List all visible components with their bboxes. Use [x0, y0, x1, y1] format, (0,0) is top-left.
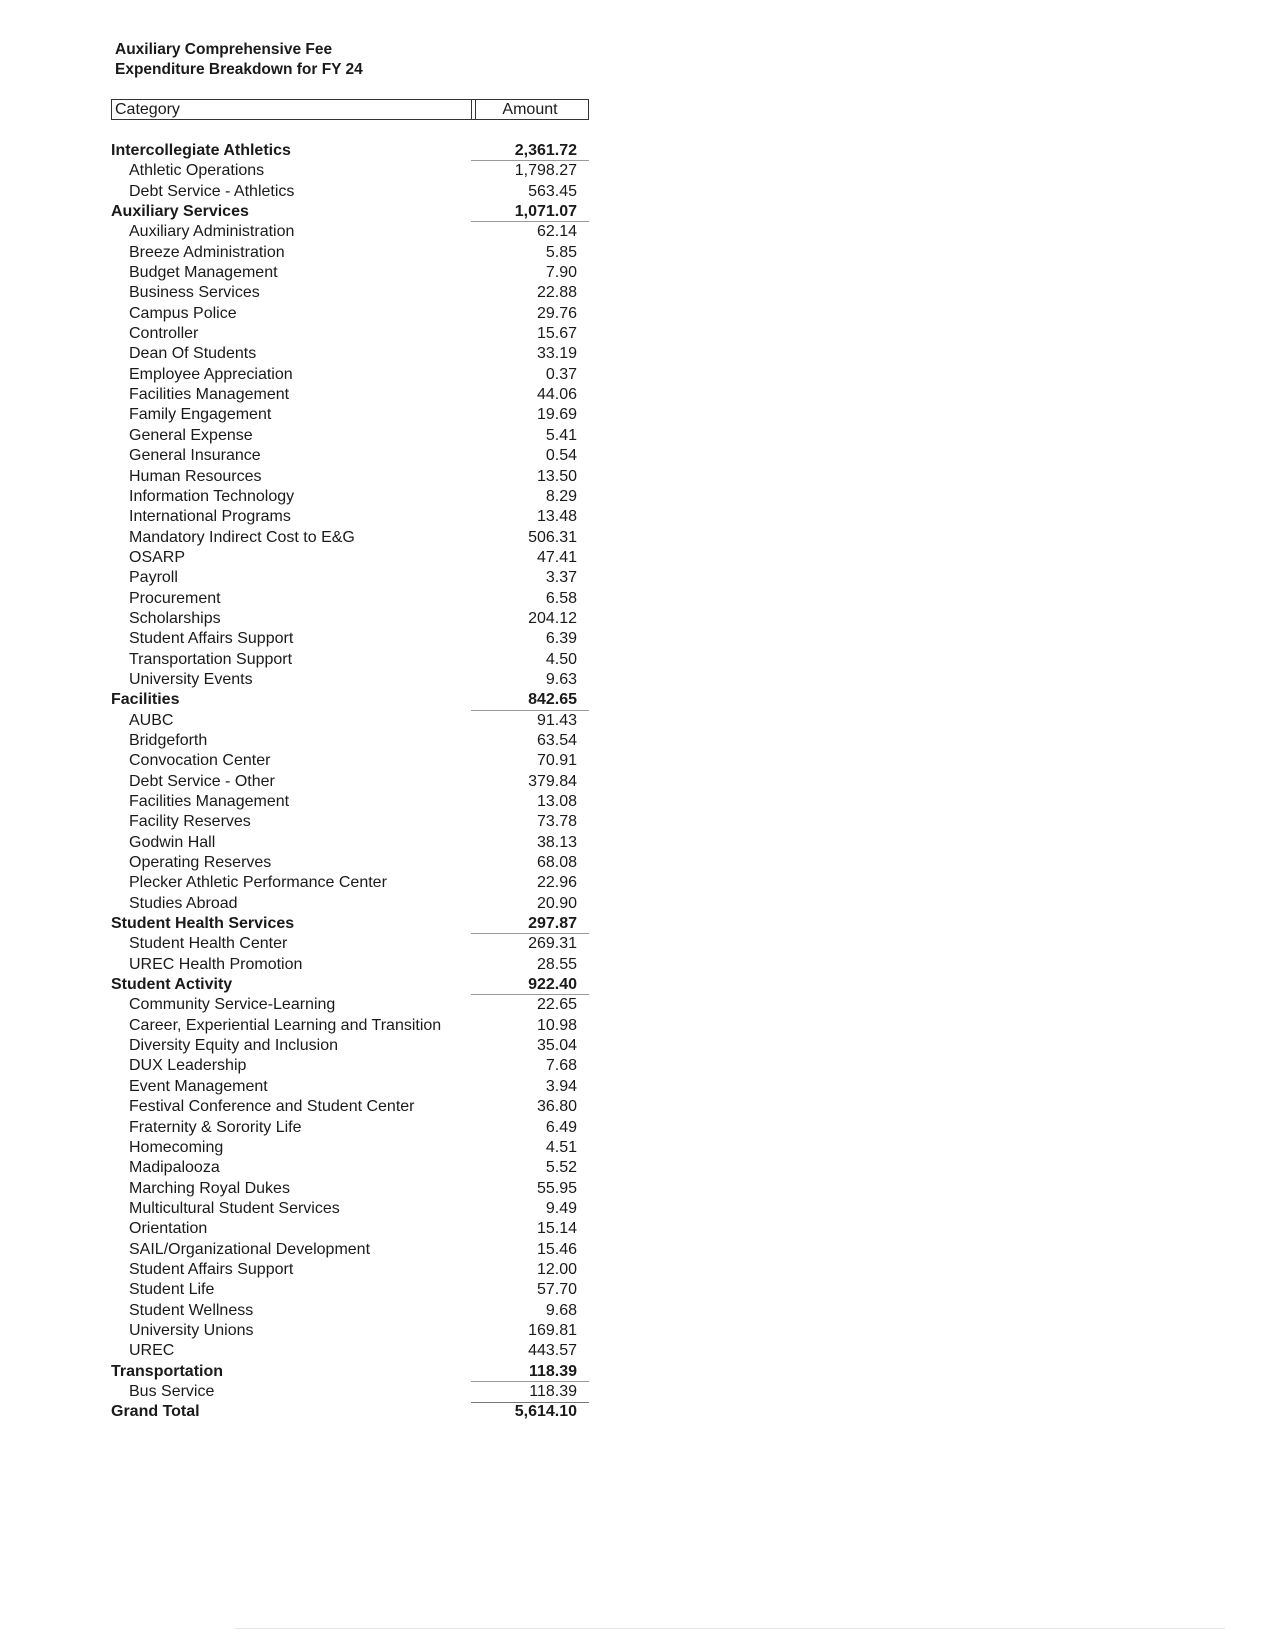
row-label: UREC Health Promotion [129, 955, 303, 973]
table-row [111, 324, 589, 344]
table-row [111, 1382, 589, 1402]
table-row [111, 344, 589, 364]
table-row [111, 629, 589, 649]
row-label: Student Wellness [129, 1301, 254, 1319]
table-row [111, 446, 589, 466]
row-amount: 13.08 [536, 793, 577, 810]
row-label: Student Activity [111, 976, 233, 994]
row-amount: 13.50 [536, 467, 577, 485]
row-label: Multicultural Student Services [129, 1199, 340, 1217]
row-label: Diversity Equity and Inclusion [129, 1037, 338, 1055]
row-label: Facilities [111, 691, 180, 709]
row-amount: 204.12 [528, 609, 577, 627]
table-row [111, 283, 589, 303]
table-row [111, 243, 589, 263]
row-label: Madipalooza [129, 1159, 220, 1177]
row-label: UREC [129, 1342, 175, 1360]
row-amount: 6.49 [545, 1118, 577, 1136]
row-label: Student Affairs Support [129, 1260, 294, 1278]
row-label: Fraternity & Sorority Life [129, 1118, 302, 1136]
row-amount: 1,798.27 [514, 162, 577, 180]
table-row [111, 426, 589, 446]
table-row [111, 1280, 589, 1300]
table-row [111, 894, 589, 914]
row-amount: 2,361.72 [514, 142, 577, 159]
row-amount: 20.90 [536, 894, 577, 912]
row-amount: 506.31 [528, 528, 577, 546]
table-row [111, 1158, 589, 1178]
table-row [111, 222, 589, 242]
row-label: Orientation [129, 1220, 208, 1238]
row-label: Homecoming [129, 1138, 224, 1156]
table-row [111, 955, 589, 975]
table-row [111, 528, 589, 548]
row-label: International Programs [129, 508, 291, 526]
row-label: Campus Police [129, 304, 237, 322]
row-label: Event Management [129, 1077, 268, 1095]
row-label: Auxiliary Services [111, 203, 249, 221]
row-label: Debt Service - Other [129, 772, 275, 790]
subtotal-rule [471, 1402, 589, 1403]
table-row [111, 182, 589, 202]
row-label: Marching Royal Dukes [129, 1179, 290, 1197]
row-label: Grand Total [111, 1403, 200, 1421]
table-row [111, 467, 589, 487]
row-amount: 4.51 [545, 1138, 577, 1156]
table-row [111, 995, 589, 1015]
table-row [111, 1240, 589, 1260]
row-amount: 9.49 [545, 1199, 577, 1217]
row-amount: 118.39 [529, 1382, 577, 1400]
row-amount: 63.54 [536, 731, 577, 749]
row-label: Student Health Center [129, 935, 288, 953]
table-row [111, 1036, 589, 1056]
row-amount: 35.04 [536, 1037, 577, 1055]
row-amount: 6.58 [545, 589, 577, 607]
row-label: Controller [129, 325, 199, 343]
row-amount: 5.52 [545, 1159, 577, 1177]
row-amount: 38.13 [536, 833, 577, 851]
row-label: General Insurance [129, 447, 261, 465]
row-amount: 33.19 [536, 345, 577, 363]
row-amount: 28.55 [536, 955, 577, 973]
row-label: Scholarships [129, 609, 221, 627]
table-row [111, 873, 589, 893]
row-amount: 4.50 [545, 650, 577, 668]
row-label: Business Services [129, 284, 260, 302]
row-label: SAIL/Organizational Development [129, 1240, 371, 1258]
row-label: Dean Of Students [129, 345, 257, 363]
row-label: General Expense [129, 426, 253, 444]
row-amount: 842.65 [528, 691, 577, 709]
table-row [111, 670, 589, 690]
row-label: Facilities Management [129, 793, 290, 810]
row-label: DUX Leadership [129, 1057, 247, 1075]
row-label: Operating Reserves [129, 854, 272, 872]
row-amount: 118.39 [528, 1362, 577, 1380]
table-row [111, 405, 589, 425]
table-row [111, 792, 589, 812]
table-row [111, 1118, 589, 1138]
table-row [111, 731, 589, 751]
table-row [111, 385, 589, 405]
row-amount: 1,071.07 [514, 203, 577, 221]
row-label: Godwin Hall [129, 833, 216, 851]
row-label: Career, Experiential Learning and Transition [129, 1016, 442, 1034]
table-row [111, 548, 589, 568]
table-row [111, 1301, 589, 1321]
row-amount: 13.48 [536, 508, 577, 526]
row-label: Athletic Operations [129, 162, 265, 180]
page-title [115, 40, 363, 80]
category-group-row [111, 202, 589, 222]
row-amount: 5.85 [545, 243, 577, 261]
category-group-row [111, 975, 589, 995]
row-label: Student Life [129, 1281, 215, 1299]
table-row [111, 751, 589, 771]
table-row [111, 1077, 589, 1097]
expenditure-table [111, 141, 589, 1423]
row-amount: 6.39 [545, 630, 577, 648]
row-amount: 169.81 [528, 1321, 577, 1339]
row-label: Budget Management [129, 264, 278, 282]
row-label: Intercollegiate Athletics [111, 142, 291, 159]
grand-total-row [111, 1402, 589, 1422]
table-row [111, 833, 589, 853]
category-group-row [111, 690, 589, 710]
row-amount: 22.65 [536, 996, 577, 1014]
table-row [111, 1016, 589, 1036]
category-group-row [111, 914, 589, 934]
row-amount: 36.80 [536, 1098, 577, 1116]
row-amount: 70.91 [536, 752, 577, 770]
row-label: University Events [129, 670, 253, 688]
table-row [111, 304, 589, 324]
row-amount: 68.08 [536, 854, 577, 872]
row-amount: 73.78 [536, 813, 577, 831]
row-amount: 22.88 [536, 284, 577, 302]
row-amount: 15.14 [536, 1220, 577, 1238]
row-amount: 379.84 [528, 772, 577, 790]
table-row [111, 263, 589, 283]
row-label: Student Affairs Support [129, 630, 294, 648]
row-label: Information Technology [129, 487, 295, 505]
row-label: Procurement [129, 589, 221, 607]
page-bottom-divider [235, 1628, 1225, 1629]
table-row [111, 1321, 589, 1341]
table-row [111, 650, 589, 670]
row-amount: 269.31 [528, 935, 577, 953]
row-label: Facility Reserves [129, 813, 251, 831]
row-label: AUBC [129, 711, 174, 729]
table-row [111, 487, 589, 507]
row-label: Community Service-Learning [129, 996, 336, 1014]
row-amount: 55.95 [536, 1179, 577, 1197]
row-amount: 563.45 [528, 182, 577, 200]
row-label: University Unions [129, 1321, 254, 1339]
row-label: Transportation [111, 1362, 224, 1380]
row-amount: 0.54 [545, 447, 577, 465]
row-label: Auxiliary Administration [129, 223, 295, 241]
row-label: Debt Service - Athletics [129, 182, 295, 200]
table-row [111, 161, 589, 181]
row-amount: 7.90 [545, 264, 577, 282]
table-row [111, 772, 589, 792]
row-label: Employee Appreciation [129, 365, 293, 383]
row-label: Human Resources [129, 467, 262, 485]
category-group-row [111, 1362, 589, 1382]
row-amount: 15.67 [536, 325, 577, 343]
table-header [111, 99, 589, 120]
row-label: Student Health Services [111, 915, 295, 933]
title-line-1: Auxiliary Comprehensive Fee [115, 41, 333, 58]
row-amount: 9.63 [545, 670, 577, 688]
row-label: Payroll [129, 569, 178, 587]
row-label: Mandatory Indirect Cost to E&G [129, 528, 355, 546]
row-label: Bus Service [129, 1382, 215, 1400]
row-amount: 57.70 [536, 1281, 577, 1299]
row-amount: 7.68 [545, 1057, 577, 1075]
title-line-2: Expenditure Breakdown for FY 24 [115, 61, 363, 78]
row-amount: 3.94 [545, 1077, 577, 1095]
row-label: Breeze Administration [129, 243, 285, 261]
table-row [111, 365, 589, 385]
row-amount: 12.00 [536, 1260, 577, 1278]
row-amount: 3.37 [545, 569, 577, 587]
row-label: Studies Abroad [129, 894, 238, 912]
row-label: Family Engagement [129, 406, 272, 424]
table-row [111, 609, 589, 629]
row-label: Plecker Athletic Performance Center [129, 874, 387, 892]
row-amount: 19.69 [536, 406, 577, 424]
table-row [111, 589, 589, 609]
row-amount: 15.46 [536, 1240, 577, 1258]
table-row [111, 711, 589, 731]
row-amount: 44.06 [536, 386, 577, 404]
table-row [111, 853, 589, 873]
table-row [111, 568, 589, 588]
table-row [111, 1260, 589, 1280]
row-label: OSARP [129, 548, 186, 566]
row-label: Convocation Center [129, 752, 271, 770]
table-row [111, 812, 589, 832]
category-header: Category [111, 99, 476, 120]
row-amount: 5.41 [545, 426, 577, 444]
table-row [111, 1056, 589, 1076]
row-amount: 297.87 [528, 915, 577, 933]
row-amount: 922.40 [528, 976, 577, 994]
table-row [111, 1138, 589, 1158]
row-amount: 8.29 [545, 487, 577, 505]
row-amount: 91.43 [536, 711, 577, 729]
table-row [111, 1341, 589, 1361]
row-amount: 443.57 [528, 1342, 577, 1360]
table-row [111, 1179, 589, 1199]
table-row [111, 934, 589, 954]
row-amount: 0.37 [545, 365, 577, 383]
row-amount: 47.41 [536, 548, 577, 566]
row-amount: 5,614.10 [514, 1403, 577, 1421]
row-amount: 29.76 [536, 304, 577, 322]
table-row [111, 1199, 589, 1219]
category-group-row [111, 141, 589, 161]
row-label: Bridgeforth [129, 731, 208, 749]
table-row [111, 1097, 589, 1117]
row-label: Transportation Support [129, 650, 293, 668]
row-amount: 10.98 [536, 1016, 577, 1034]
table-row [111, 1219, 589, 1239]
amount-header: Amount [471, 99, 589, 120]
table-row [111, 507, 589, 527]
row-amount: 9.68 [545, 1301, 577, 1319]
row-amount: 62.14 [536, 223, 577, 241]
row-amount: 22.96 [536, 874, 577, 892]
row-label: Festival Conference and Student Center [129, 1098, 415, 1116]
row-label: Facilities Management [129, 386, 290, 404]
